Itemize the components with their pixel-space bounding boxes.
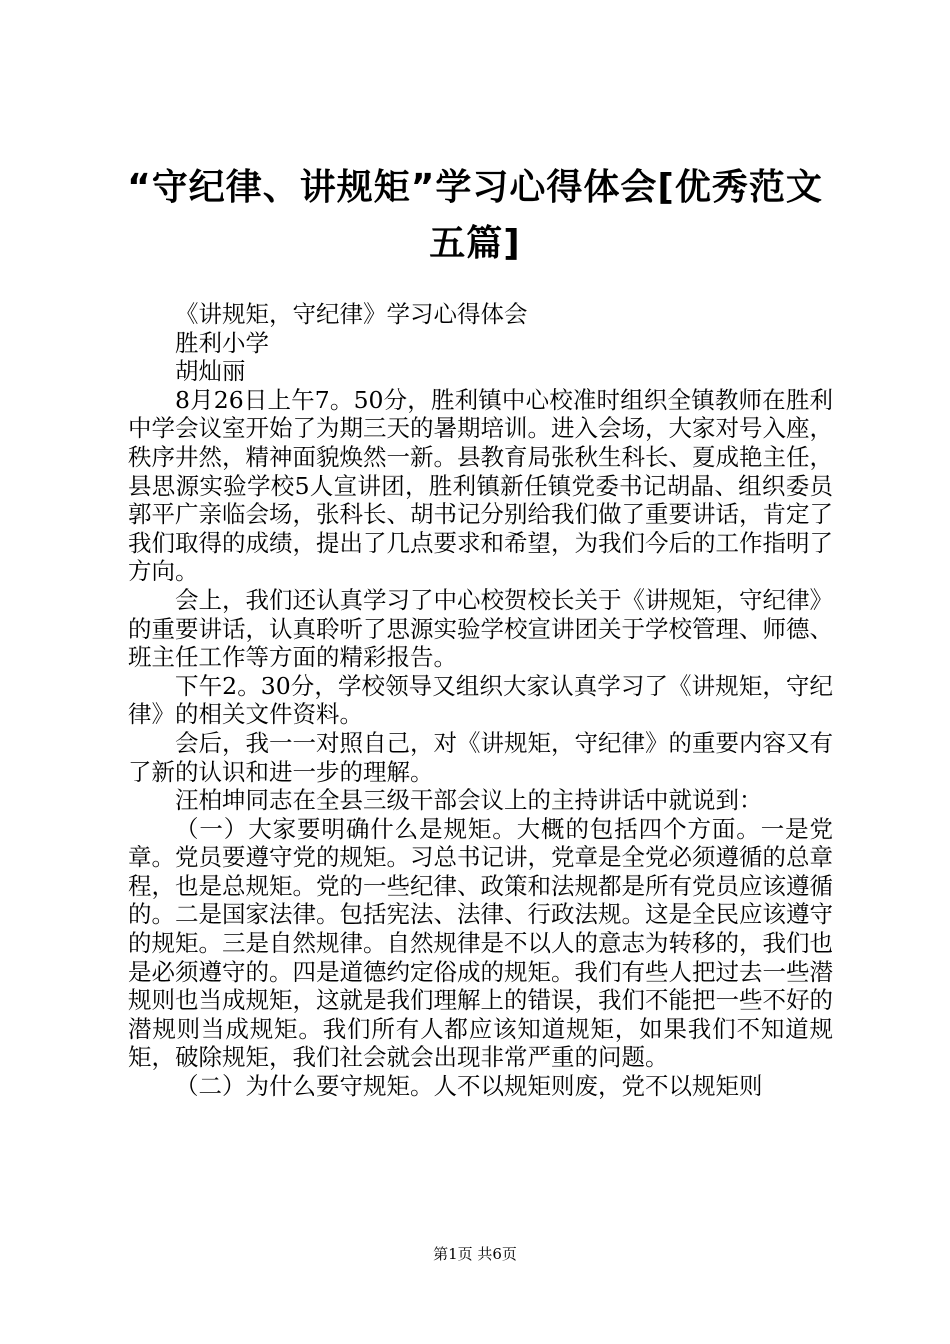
page-footer: 第1页 共6页 [433,1245,517,1263]
paragraph: 汪柏坤同志在全县三级干部会议上的主持讲话中就说到： [175,786,763,815]
document-body [128,300,833,1101]
paragraph-subtitle: 《讲规矩，守纪律》学习心得体会 [175,300,528,328]
paragraph: 8月26日上午7。50分，胜利镇中心校准时组织全镇教师在胜利中学会议室开始了为期三天的暑期培训。进入会场，大家对号入座，秩序井然，精神面貌焕然一新。县教育局张秋生科长、夏成艳主任，县思源实验学校5人宣讲团，胜利镇新任镇党委书记胡晶、组织委员郭平广亲临会场，张科长、胡书记分别给我们做了重要讲话，肯定了我们取得的成绩，提出了几点要求和希望，为我们今后的工作指明了方向。 [128,385,833,586]
paragraph: （二）为什么要守规矩。人不以规矩则废，党不以规矩则 [175,1072,763,1101]
paragraph-author: 胡灿丽 [175,357,246,386]
paragraph: （一）大家要明确什么是规矩。大概的包括四个方面。一是党章。党员要遵守党的规矩。习总书记讲，党章是全党必须遵循的总章程，也是总规矩。党的一些纪律、政策和法规都是所有党员应该遵循的。二是国家法律。包括宪法、法律、行政法规。这是全民应该遵守的规矩。三是自然规律。自然规律是不以人的意志为转移的，我们也是必须遵守的。四是道德约定俗成的规矩。我们有些人把过去一些潜规则也当成规矩，这就是我们理解上的错误，我们不能把一些不好的潜规则当成规矩。我们所有人都应该知道规矩，如果我们不知道规矩，破除规矩，我们社会就会出现非常严重的问题。 [128,814,833,1072]
document-title: “守纪律、讲规矩”学习心得体会[优秀范文五篇] [127,167,823,264]
paragraph-school: 胜利小学 [175,328,269,357]
paragraph: 下午2。30分，学校领导又组织大家认真学习了《讲规矩，守纪律》的相关文件资料。 [128,671,833,729]
paragraph: 会上，我们还认真学习了中心校贺校长关于《讲规矩，守纪律》的重要讲话，认真聆听了思源实验学校宣讲团关于学校管理、师德、班主任工作等方面的精彩报告。 [128,585,833,672]
paragraph: 会后，我一一对照自己，对《讲规矩，守纪律》的重要内容又有了新的认识和进一步的理解。 [128,728,833,786]
